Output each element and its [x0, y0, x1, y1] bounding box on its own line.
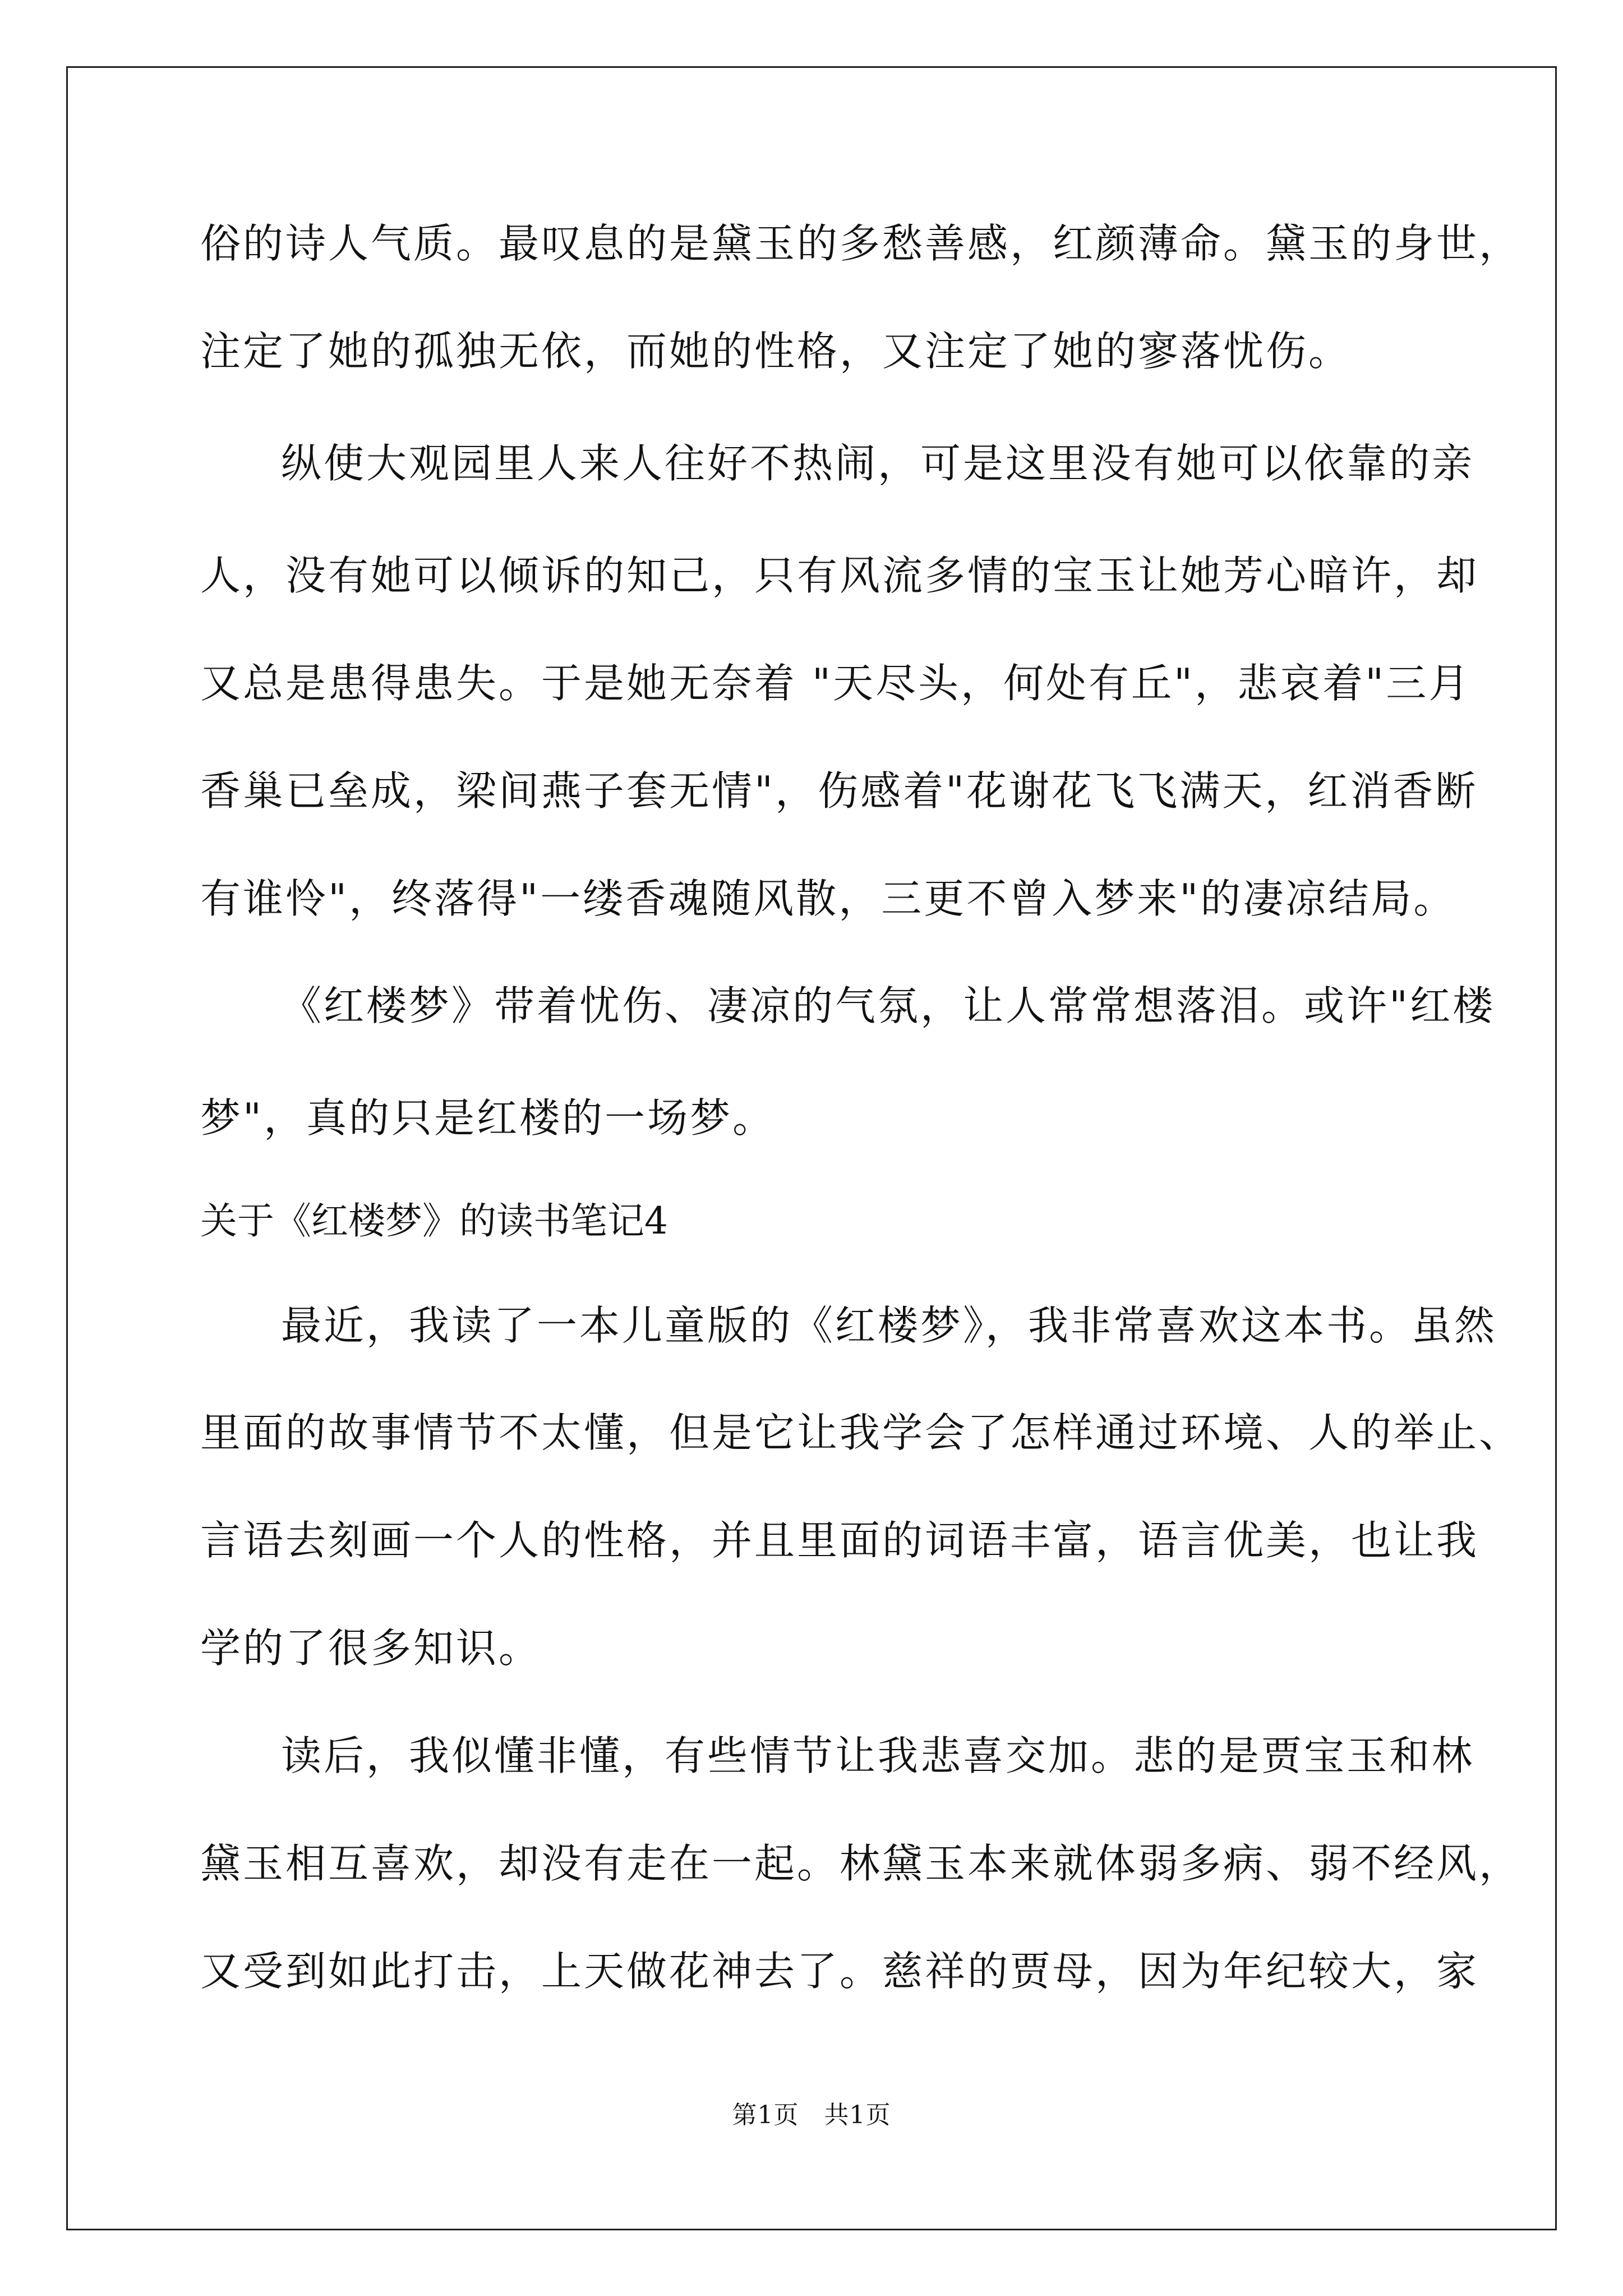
paragraph-start-line: 最近，我读了一本儿童版的《红楼梦》，我非常喜欢这本书。虽然: [281, 1302, 1497, 1349]
paragraph-start-line: 纵使大观园里人来人往好不热闹，可是这里没有她可以依靠的亲: [281, 440, 1475, 487]
text-line: 俗的诗人气质。最叹息的是黛玉的多愁善感，红颜薄命。黛玉的身世，: [200, 220, 1522, 267]
text-line: 人，没有她可以倾诉的知己，只有风流多情的宝玉让她芳心暗许，却: [200, 552, 1479, 599]
text-line: 有谁怜"，终落得"一缕香魂随风散，三更不曾入梦来"的凄凉结局。: [200, 875, 1456, 922]
text-line: 又受到如此打击，上天做花神去了。慈祥的贾母，因为年纪较大，家: [200, 1948, 1479, 1995]
text-line: 香巢已垒成，梁间燕子套无情"，伤感着"花谢花飞飞满天，红消香断: [200, 767, 1478, 815]
text-line: 学的了很多知识。: [200, 1625, 542, 1672]
page-number-footer: 第1页 共1页: [732, 2101, 891, 2129]
paragraph-start-line: 读后，我似懂非懂，有些情节让我悲喜交加。悲的是贾宝玉和林: [281, 1732, 1475, 1779]
section-heading: 关于《红楼梦》的读书笔记4: [200, 1199, 668, 1243]
text-line: 注定了她的孤独无依，而她的性格，又注定了她的寥落忧伤。: [200, 328, 1352, 375]
page-border: [66, 66, 1557, 2230]
text-line: 又总是患得患失。于是她无奈着 "天尽头，何处有丘"，悲哀着"三月: [200, 660, 1472, 707]
text-line: 梦"，真的只是红楼的一场梦。: [200, 1094, 776, 1142]
text-line: 黛玉相互喜欢，却没有走在一起。林黛玉本来就体弱多病、弱不经风，: [200, 1840, 1522, 1887]
paragraph-start-line: 《红楼梦》带着忧伤、凄凉的气氛，让人常常想落泪。或许"红楼: [281, 982, 1496, 1029]
text-line: 里面的故事情节不太懂，但是它让我学会了怎样通过环境、人的举止、: [200, 1409, 1522, 1456]
text-line: 言语去刻画一个人的性格，并且里面的词语丰富，语言优美，也让我: [200, 1517, 1479, 1564]
